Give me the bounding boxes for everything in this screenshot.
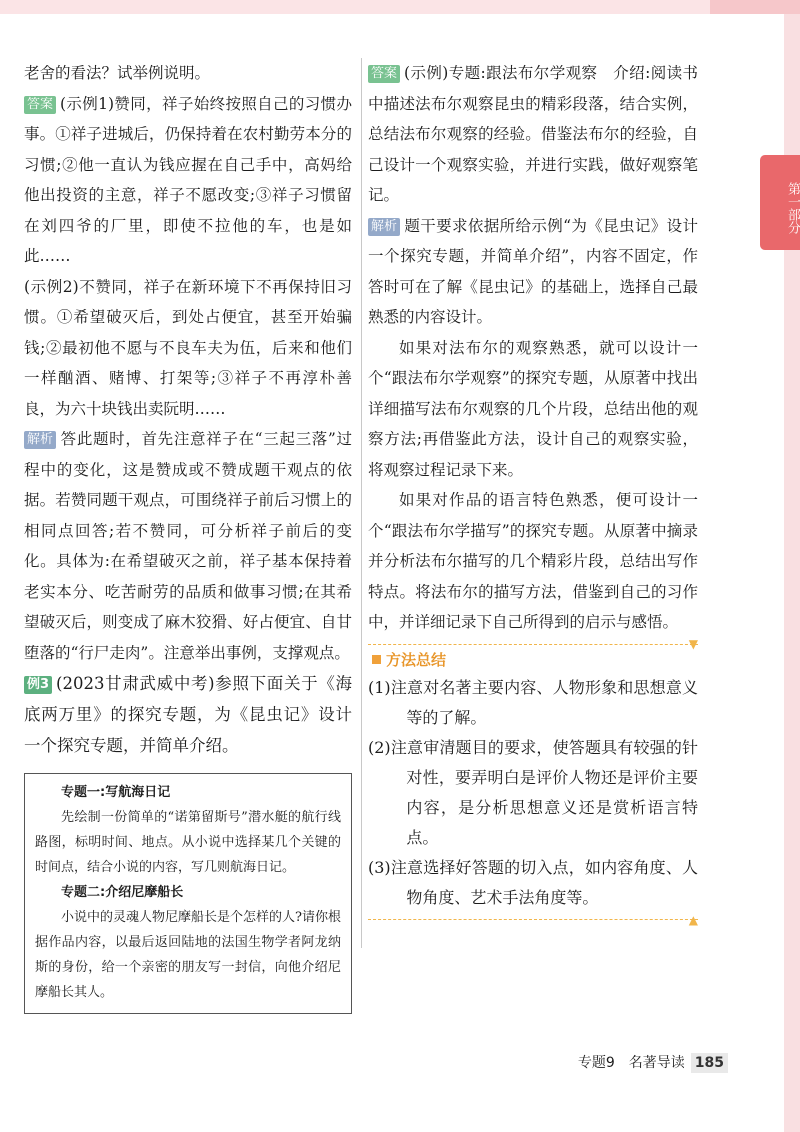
analysis xyxy=(368,211,698,333)
topic-1-body: 先绘制一份简单的“诺第留斯号”潜水艇的航行线路图，标明时间、地点。从小说中选择某几个关键的时间点，结合小说的内容，写几则航海日记。 xyxy=(35,810,341,875)
chevron-down-icon: ▼ xyxy=(688,636,698,651)
answer-example-1-text: (示例1)赞同，祥子始终按照自己的习惯办事。①祥子进城后，仍保持着在农村勤劳本分的习惯;②他一直认为钱应握在自己手中，高妈给他出投资的主意，祥子不愿改变;③祥子习惯留在刘四爷的厂里，即使不拉他的车，也是如此…… xyxy=(24,94,352,265)
page-number: 185 xyxy=(691,1053,728,1073)
topic-2-body: 小说中的灵魂人物尼摩船长是个怎样的人?请你根据作品内容，以最后返回陆地的法国生物学者阿龙纳斯的身份，给一个亲密的朋友写一封信，向他介绍尼摩船长其人。 xyxy=(35,910,341,1000)
method-item-1: (1)注意对名著主要内容、人物形象和思想意义等的了解。 xyxy=(368,677,698,727)
example-question-text: (2023甘肃武威中考)参照下面关于《海底两万里》的探究专题，为《昆虫记》设计一个探究专题，并简单介绍。 xyxy=(24,674,352,755)
answer-tag: 答案 xyxy=(24,96,56,114)
left-column xyxy=(24,58,352,1014)
answer-example-1 xyxy=(24,89,352,272)
method-summary-title-text: 方法总结 xyxy=(386,650,447,669)
example-tag: 例3 xyxy=(24,676,52,694)
method-item-3: (3)注意选择好答题的切入点，如内容角度、人物角度、艺术手法角度等。 xyxy=(368,857,698,907)
analysis xyxy=(24,424,352,668)
question-tail: 老舍的看法？试举例说明。 xyxy=(24,64,211,82)
method-summary-title xyxy=(372,647,698,673)
analysis-paragraph-1: 如果对法布尔的观察熟悉，就可以设计一个“跟法布尔学观察”的探究专题，从原著中找出详细描写法布尔观察的几个片段，总结出他的观察方法;再借鉴此方法，设计自己的观察实验，将观察过程记录下来。 xyxy=(368,338,698,479)
column-divider xyxy=(361,58,362,948)
method-item-2: (2)注意审清题目的要求，使答题具有较强的针对性，要弄明白是评价人物还是评价主要内容，是分析思想意义还是赏析语言特点。 xyxy=(368,737,698,847)
analysis-text: 答此题时，首先注意祥子在“三起三落”过程中的变化，这是赞成或不赞成题干观点的依据。若赞同题干观点，可围绕祥子前后习惯上的相同点回答;若不赞同，可分析祥子前后的变化。具体为:在希望破灭之前，祥子基本保持着老实本分、吃苦耐劳的品质和做事习惯;在其希望破灭后，则变成了麻木狡猾、好占便宜、自甘堕落的“行尸走肉”。注意举出事例，支撑观点。 xyxy=(24,430,352,662)
section-side-tab[interactable]: 第一部分 xyxy=(760,155,800,250)
topic-1-title: 专题一:写航海日记 xyxy=(61,785,171,800)
analysis-text: 题干要求依据所给示例“为《昆虫记》设计一个探究专题，并简单介绍”，内容不固定，作答时可在了解《昆虫记》的基础上，选择自己最熟悉的内容设计。 xyxy=(368,216,698,326)
example-question xyxy=(24,668,352,761)
square-bullet-icon xyxy=(372,655,381,664)
answer-example-2: (示例2)不赞同，祥子在新环境下不再保持旧习惯。①希望破灭后，到处占便宜，甚至开始骗钱;②最初他不愿与不良车夫为伍，后来和他们一样酗酒、赌博、打架等;③祥子不再淳朴善良，为六十块钱出卖阮明…… xyxy=(24,277,352,418)
analysis-tag: 解析 xyxy=(24,431,56,449)
top-decor-bar xyxy=(0,0,800,14)
analysis-paragraph-2: 如果对作品的语言特色熟悉，便可设计一个“跟法布尔学描写”的探究专题。从原著中摘录并分析法布尔描写的几个精彩片段，总结出写作特点。将法布尔的描写方法，借鉴到自己的习作中，并详细记录下自己所得到的启示与感悟。 xyxy=(368,491,698,631)
top-decor-accent xyxy=(710,0,800,14)
page-footer xyxy=(578,1053,728,1073)
topic-2-title: 专题二:介绍尼摩船长 xyxy=(61,885,184,900)
analysis-tag: 解析 xyxy=(368,218,400,236)
answer-tag: 答案 xyxy=(368,65,400,83)
method-summary-box xyxy=(368,636,698,927)
chevron-up-icon: ▲ xyxy=(688,912,698,927)
answer-text: (示例)专题:跟法布尔学观察 介绍:阅读书中描述法布尔观察昆虫的精彩段落，结合实例，总结法布尔观察的经验。借鉴法布尔的经验，自己设计一个观察实验，并进行实践，做好观察笔记。 xyxy=(368,64,698,204)
answer xyxy=(368,58,698,211)
reference-topic-box xyxy=(24,773,352,1014)
footer-section: 专题9 名著导读 xyxy=(577,1055,685,1071)
right-column xyxy=(368,58,698,927)
